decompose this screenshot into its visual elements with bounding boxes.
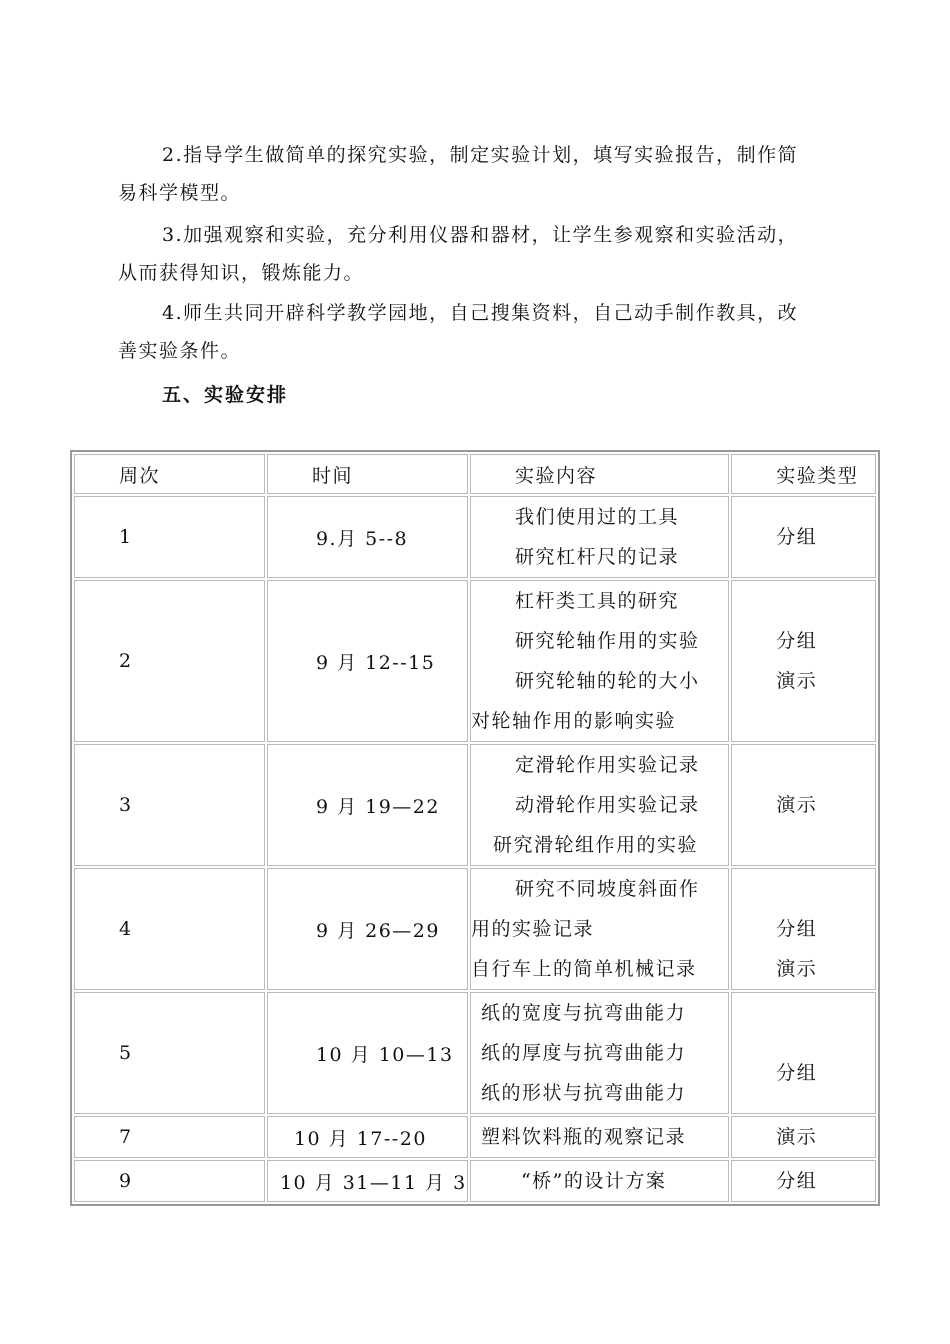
cell-type [731, 496, 876, 578]
cell-content [470, 580, 729, 742]
content-line: 杠杆类工具的研究 [514, 590, 679, 612]
cell-content [470, 496, 729, 578]
paragraph-2-line1: 2.指导学生做简单的探究实验，制定实验计划，填写实验报告，制作简 [162, 144, 799, 166]
paragraph-2-line2: 易科学模型。 [118, 182, 242, 204]
content-line: 自行车上的简单机械记录 [470, 958, 697, 980]
cell-week: 7 [74, 1116, 265, 1158]
paragraph-3 [118, 216, 838, 292]
cell-week: 4 [74, 868, 265, 990]
content-line: 用的实验记录 [470, 918, 594, 940]
content-line: 纸的厚度与抗弯曲能力 [480, 1042, 686, 1064]
header-week: 周次 [74, 454, 265, 494]
table-header-row [74, 454, 876, 494]
type-line: 演示 [776, 1126, 818, 1148]
header-content: 实验内容 [470, 454, 729, 494]
cell-type [731, 580, 876, 742]
paragraph-4 [118, 294, 838, 370]
cell-week: 5 [74, 992, 265, 1114]
section-heading: 五、实验安排 [162, 384, 289, 406]
content-line: “桥”的设计方案 [520, 1170, 667, 1192]
content-line: 研究轮轴作用的实验 [514, 630, 700, 652]
cell-time: 9 月 19—22 [267, 744, 468, 866]
content-line: 我们使用过的工具 [514, 506, 679, 528]
type-line: 分组 [776, 1062, 818, 1084]
content-line: 对轮轴作用的影响实验 [470, 710, 676, 732]
cell-week: 3 [74, 744, 265, 866]
type-line: 分组 [776, 918, 818, 940]
cell-time: 9 月 12--15 [267, 580, 468, 742]
type-line: 分组 [776, 630, 818, 652]
content-line: 纸的形状与抗弯曲能力 [480, 1082, 686, 1104]
content-line: 研究杠杆尺的记录 [514, 546, 679, 568]
content-line: 纸的宽度与抗弯曲能力 [480, 1002, 686, 1024]
type-line: 演示 [776, 958, 818, 980]
cell-content [470, 744, 729, 866]
content-line: 动滑轮作用实验记录 [514, 794, 700, 816]
cell-content [470, 1160, 729, 1202]
type-line: 分组 [776, 1170, 818, 1192]
cell-content [470, 1116, 729, 1158]
content-line: 研究不同坡度斜面作 [514, 878, 700, 900]
table-row [74, 744, 876, 866]
paragraph-4-line2: 善实验条件。 [118, 340, 242, 362]
experiment-schedule-table [70, 450, 880, 1206]
cell-content [470, 992, 729, 1114]
content-line: 研究滑轮组作用的实验 [492, 834, 698, 856]
cell-week: 9 [74, 1160, 265, 1202]
cell-week: 2 [74, 580, 265, 742]
table-row [74, 1116, 876, 1158]
content-line: 定滑轮作用实验记录 [514, 754, 700, 776]
header-type: 实验类型 [731, 454, 876, 494]
table-row [74, 496, 876, 578]
cell-content [470, 868, 729, 990]
type-line: 分组 [776, 526, 818, 548]
cell-type [731, 868, 876, 990]
paragraph-2 [118, 136, 838, 212]
table-row [74, 868, 876, 990]
type-line: 演示 [776, 794, 818, 816]
cell-week: 1 [74, 496, 265, 578]
table-row [74, 992, 876, 1114]
cell-type [731, 1160, 876, 1202]
cell-time: 10 月 10—13 [267, 992, 468, 1114]
content-line: 研究轮轴的轮的大小 [514, 670, 700, 692]
cell-time: 10 月 31—11 月 3 [267, 1160, 468, 1202]
cell-time: 9.月 5--8 [267, 496, 468, 578]
paragraph-3-line2: 从而获得知识，锻炼能力。 [118, 262, 365, 284]
cell-type [731, 744, 876, 866]
table-row [74, 1160, 876, 1202]
cell-time: 9 月 26—29 [267, 868, 468, 990]
type-line: 演示 [776, 670, 818, 692]
cell-type [731, 1116, 876, 1158]
table-row [74, 580, 876, 742]
paragraph-4-line1: 4.师生共同开辟科学教学园地，自己搜集资料，自己动手制作教具，改 [162, 302, 799, 324]
header-time: 时间 [267, 454, 468, 494]
cell-type [731, 992, 876, 1114]
content-line: 塑料饮料瓶的观察记录 [480, 1126, 686, 1148]
paragraph-3-line1: 3.加强观察和实验，充分利用仪器和器材，让学生参观察和实验活动， [162, 224, 799, 246]
cell-time: 10 月 17--20 [267, 1116, 468, 1158]
